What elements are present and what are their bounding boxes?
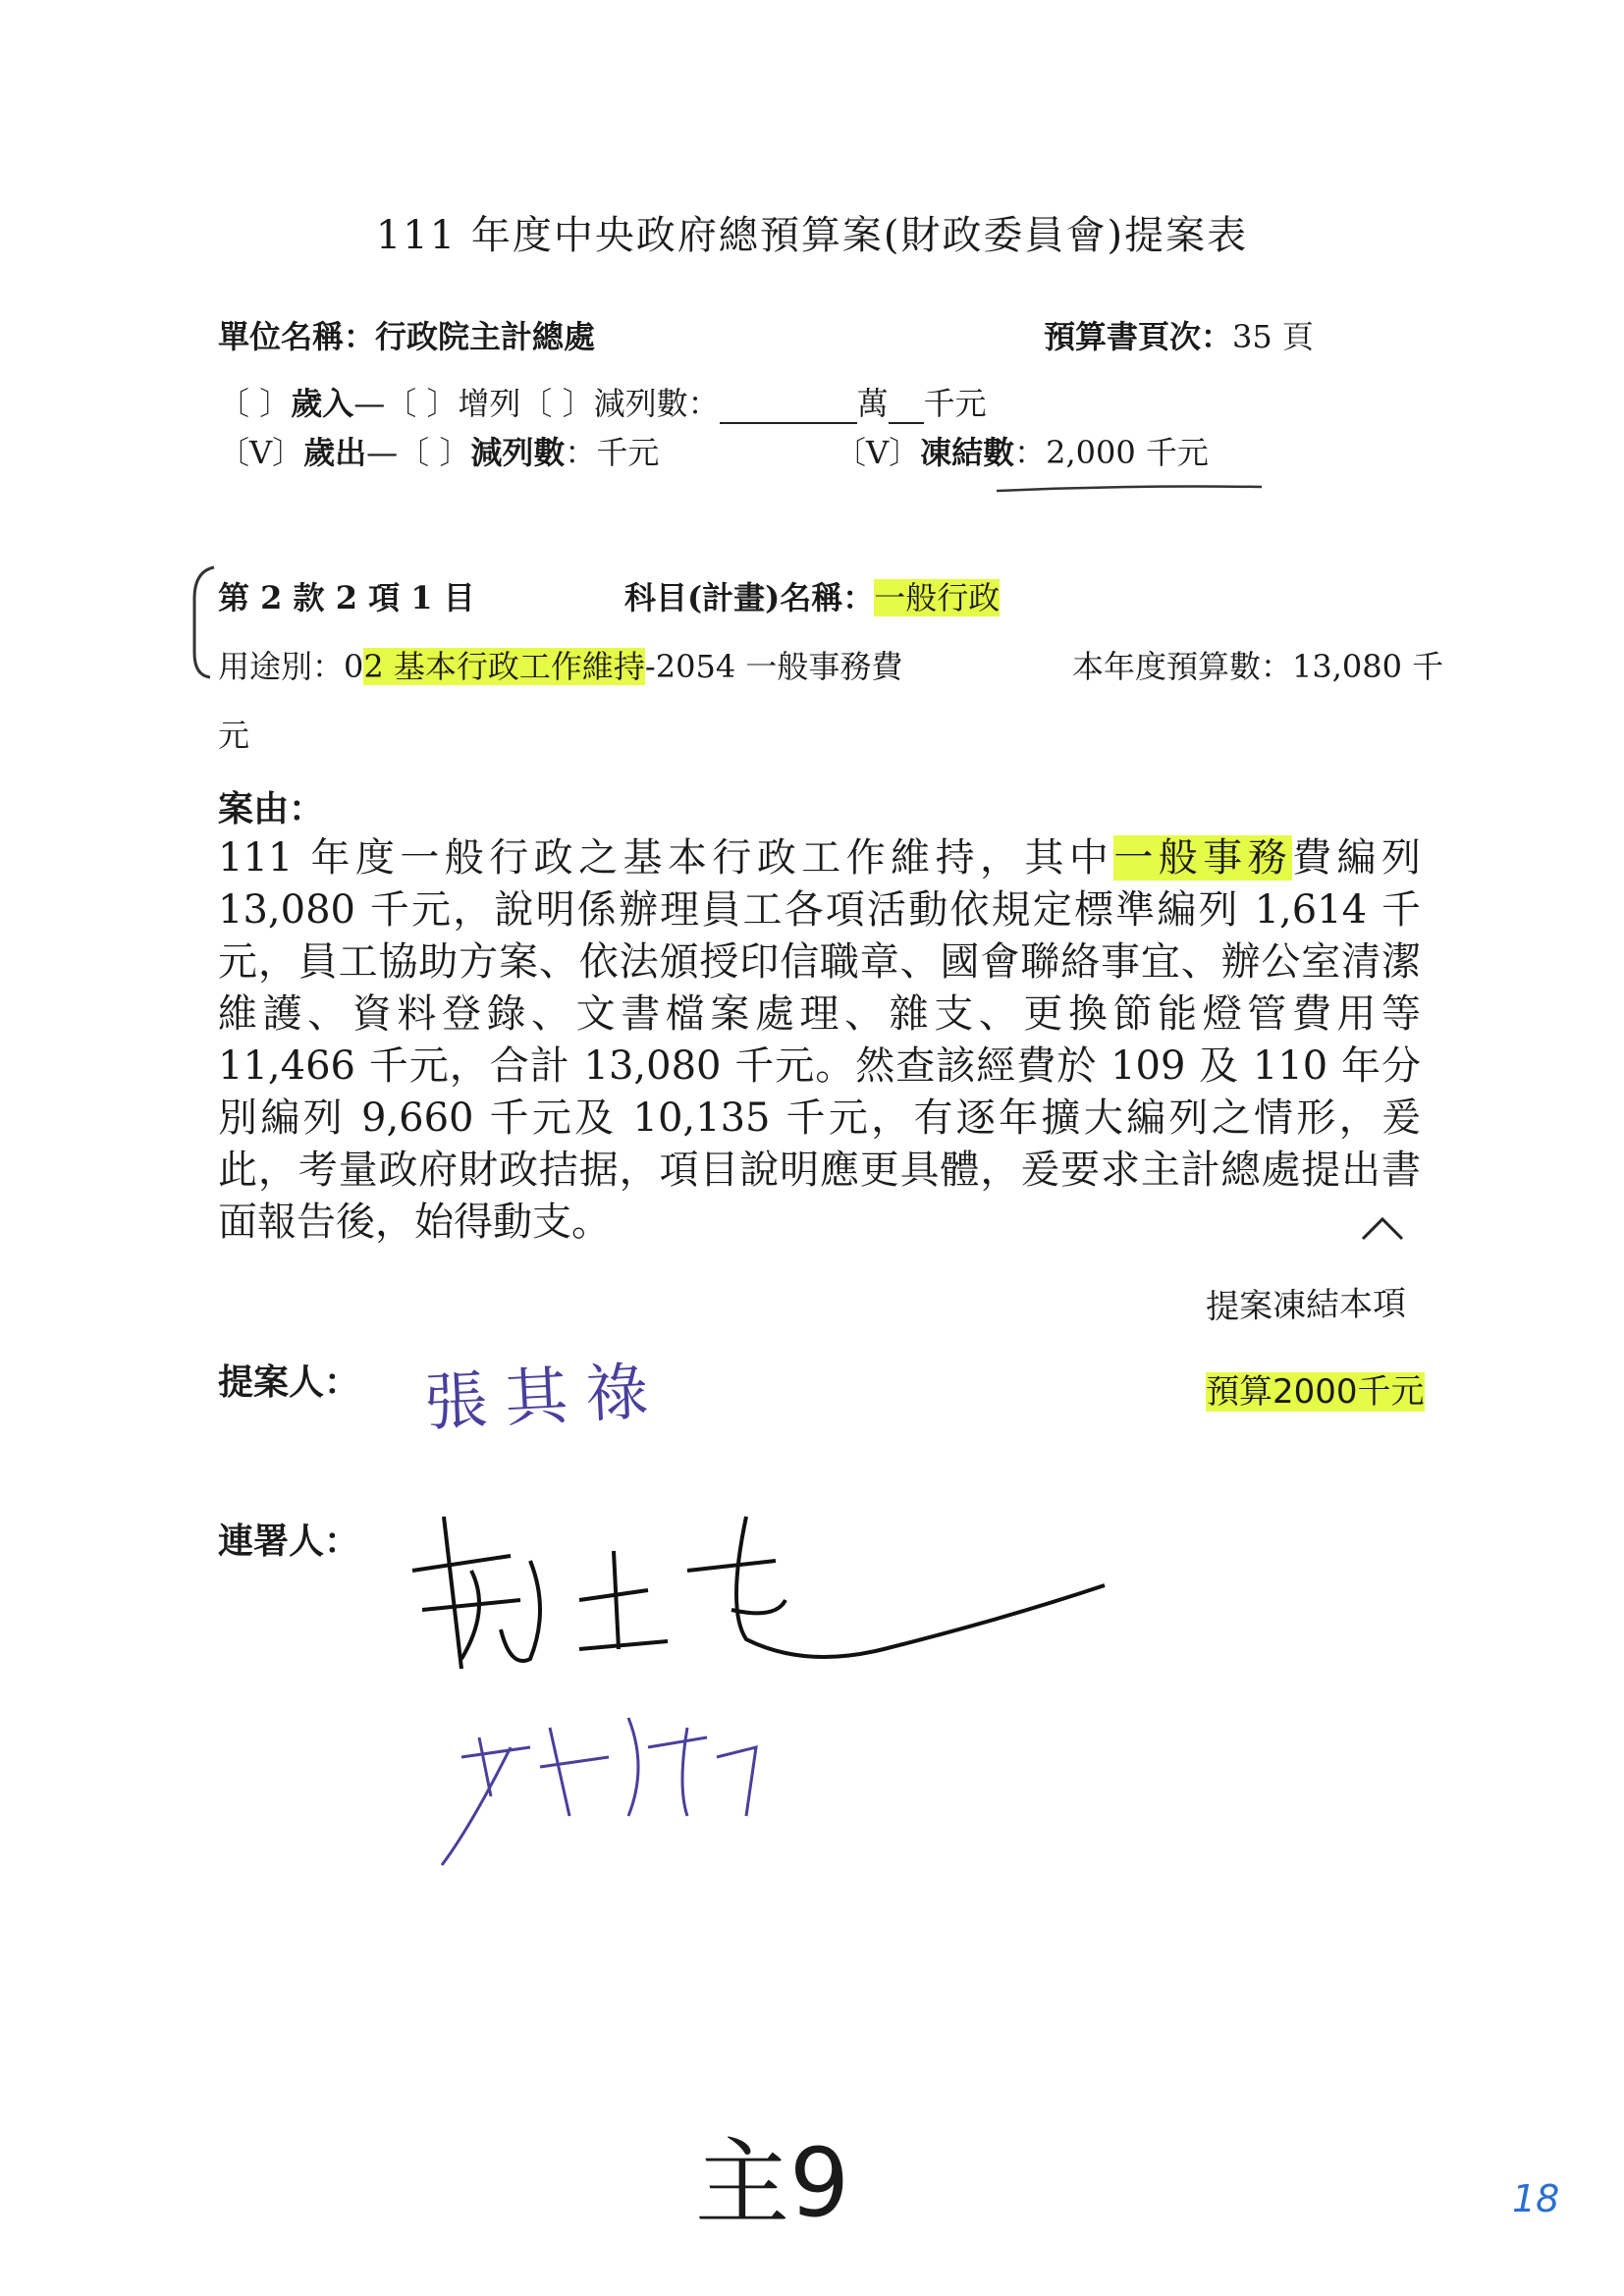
revenue-unit-wan: 萬: [856, 385, 889, 422]
freeze-label: 凍結數: [920, 434, 1015, 471]
proposer-label: 提案人：: [218, 1362, 360, 1403]
revenue-dash: —: [353, 385, 386, 422]
revenue-unit-thousand: 千元: [923, 385, 987, 422]
annual-budget-wrap: 元: [218, 717, 250, 754]
revenue-label: 歲入: [291, 385, 354, 422]
freeze-amount: [835, 428, 1209, 473]
expense-decrease-label: 減列數: [470, 434, 566, 471]
revenue-increase-label: 增列: [458, 385, 521, 422]
expense-dash: —: [366, 434, 399, 471]
cosigner-signature-2: [442, 1718, 756, 1865]
expense-checkbox: 〔V〕: [218, 434, 304, 471]
annual-budget: 本年度預算數：13,080 千: [1072, 648, 1444, 685]
expense-line: [218, 428, 659, 473]
reason-text-highlight: 一般事務: [1113, 835, 1293, 881]
revenue-increase-checkbox: 〔 〕: [385, 385, 459, 422]
cosigner-label: 連署人：: [218, 1521, 360, 1562]
purpose-rest: -2054 一般事務費: [644, 648, 903, 685]
page-number: 18: [1512, 2177, 1560, 2220]
freeze-value: ：2,000 千元: [1014, 434, 1209, 471]
handwritten-note-line2: [1206, 1364, 1425, 1413]
subject-name: [624, 573, 1000, 618]
purpose-line: [218, 642, 902, 687]
unit-name-label: 單位名稱：: [218, 318, 376, 355]
revenue-amount-blank: [720, 393, 857, 424]
reason-text-pre: 111 年度一般行政之基本行政工作維持，其中: [218, 835, 1114, 881]
expense-label: 歲出: [303, 434, 367, 471]
revenue-checkbox: 〔 〕: [218, 385, 292, 422]
expense-decrease-checkbox: 〔 〕: [398, 434, 471, 471]
reason-label: 案由：: [218, 788, 325, 829]
reason-body: [218, 832, 1421, 1249]
revenue-decrease-label: 減列數：: [593, 385, 720, 422]
unit-name-value: 行政院主計總處: [375, 318, 596, 355]
budget-page-label: 預算書頁次：: [1044, 318, 1233, 355]
expense-decrease-value: ：千元: [565, 434, 660, 471]
document-title: 111 年度中央政府總預算案(財政委員會)提案表: [375, 213, 1249, 258]
subject-value: 一般行政: [874, 579, 1001, 616]
purpose-highlight: 2 基本行政工作維持: [363, 648, 645, 685]
item-code: 第 2 款 2 項 1 目: [218, 579, 475, 616]
freeze-underline: [997, 487, 1262, 492]
footer-mark: 主9: [695, 2128, 850, 2238]
revenue-thousand-blank: [889, 393, 924, 424]
item-bracket: [194, 567, 214, 677]
budget-page-value: 35 頁: [1232, 318, 1314, 355]
handwritten-note-line1: 提案凍結本項: [1205, 1284, 1407, 1327]
revenue-line: [218, 379, 987, 424]
budget-page-ref: [1044, 312, 1314, 357]
cosigner-signature-1: [412, 1517, 1105, 1669]
unit-name: [218, 312, 595, 357]
reason-text-post: 費編列 13,080 千元，說明係辦理員工各項活動依規定標準編列 1,614 千元，員工協助方案、依法頒授印信職章、國會聯絡事宜、辦公室清潔維護、資料登錄、文書檔案處理、雜支、更換節能燈管費用等 11,466 千元，合計 13,080 千元。然查該經費於 109 及 110 年分別編列 9,660 千元及 10,135 千元，有逐年擴大編列之情形，爰此，考量政府財政拮据，項目說明應更具體，爰要求主計總處提出書面報告後，始得動支。: [218, 835, 1421, 1245]
subject-label: 科目(計畫)名稱：: [624, 579, 875, 616]
revenue-decrease-checkbox: 〔 〕: [520, 385, 594, 422]
freeze-checkbox: 〔V〕: [835, 434, 921, 471]
handwritten-note-line2-text: 預算2000千元: [1206, 1372, 1425, 1412]
proposer-signature: 張其祿: [422, 1355, 669, 1441]
purpose-label: 用途別：0: [218, 648, 364, 685]
